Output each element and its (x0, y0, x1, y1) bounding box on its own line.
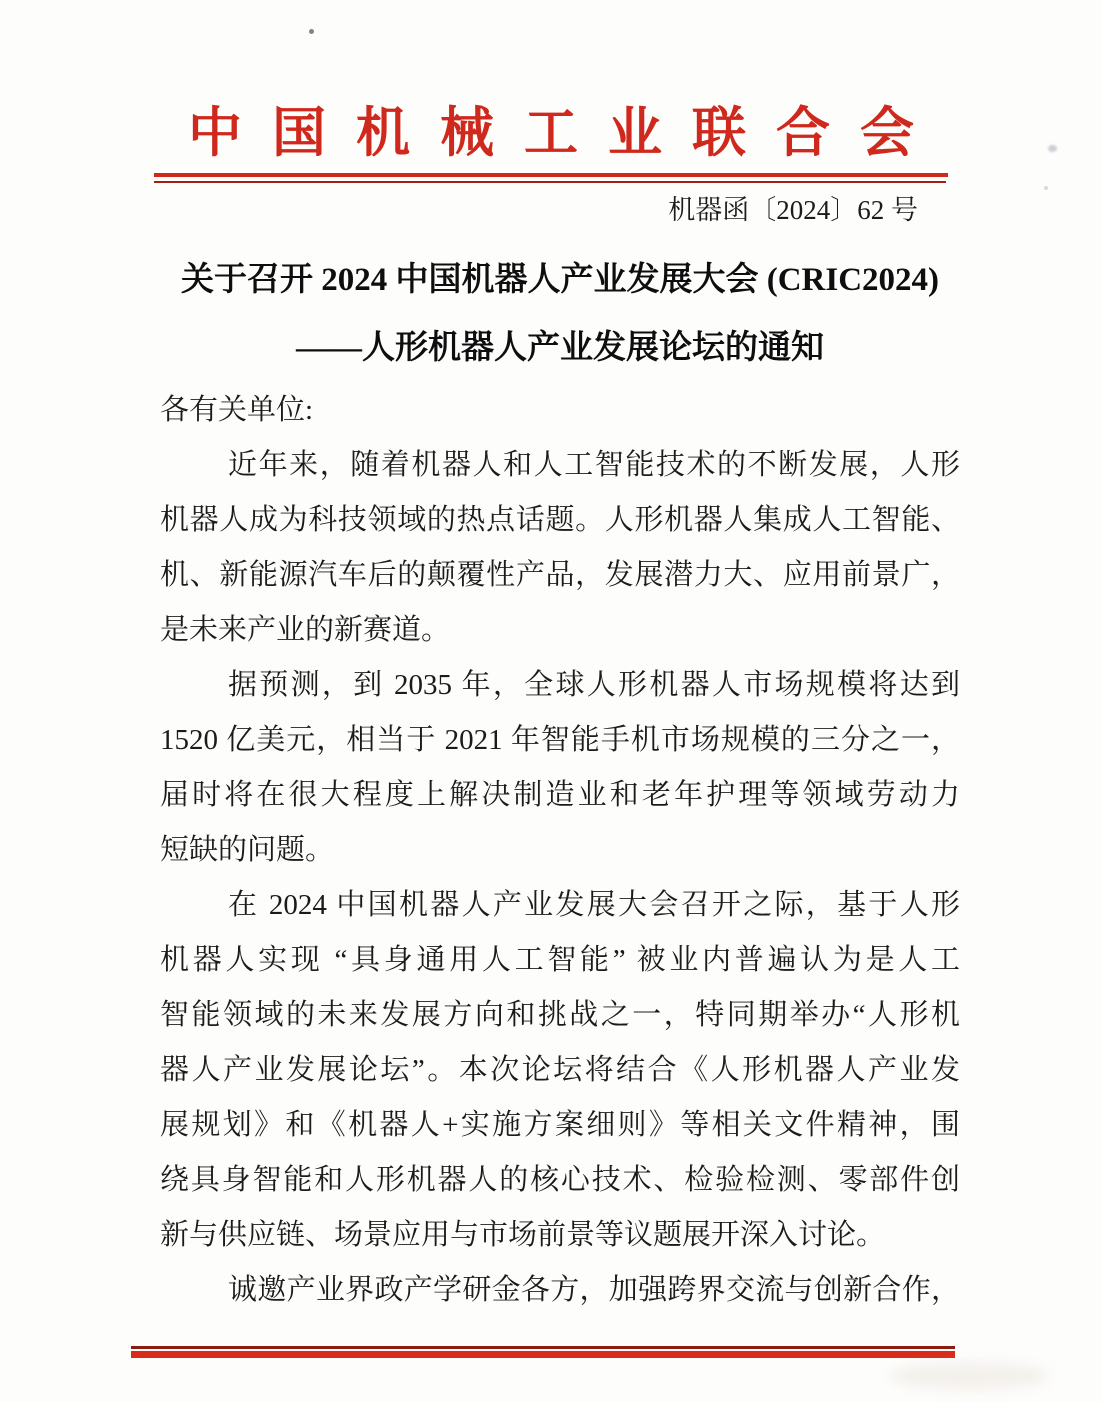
body-line: 器人产业发展论坛”。本次论坛将结合《人形机器人产业发 (160, 1054, 960, 1086)
scan-artifact-mark (1048, 145, 1057, 152)
body-line: 绕具身智能和人形机器人的核心技术、检验检测、零部件创 (160, 1164, 960, 1196)
body-lines (160, 438, 960, 1318)
document-body (160, 383, 960, 1318)
body-line: 智能领域的未来发展方向和挑战之一，特同期举办“人形机 (160, 999, 960, 1031)
body-line: 诚邀产业界政产学研金各方，加强跨界交流与创新合作， (228, 1274, 960, 1306)
body-line: 届时将在很大程度上解决制造业和老年护理等领域劳动力 (160, 779, 960, 811)
letterhead-separator-line-top (154, 173, 948, 177)
body-line: 是未来产业的新赛道。 (160, 614, 451, 646)
body-line: 机、新能源汽车后的颠覆性产品，发展潜力大、应用前景广， (160, 559, 960, 591)
salutation: 各有关单位: (160, 394, 314, 426)
body-line: 展规划》和《机器人+实施方案细则》等相关文件精神，围 (160, 1109, 960, 1141)
body-line: 新与供应链、场景应用与市场前景等议题展开深入讨论。 (160, 1219, 886, 1251)
document-number: 机器函〔2024〕62 号 (668, 195, 918, 225)
body-line: 机器人实现 “具身通用人工智能” 被业内普遍认为是人工 (160, 944, 960, 976)
footer-separator-line-top (131, 1346, 955, 1349)
document-title-line-1: 关于召开 2024 中国机器人产业发展大会 (CRIC2024) (180, 262, 940, 298)
letterhead-separator-line-bottom (154, 181, 946, 183)
scan-artifact-dot (1044, 186, 1048, 190)
scan-artifact-smudge (890, 1362, 1050, 1390)
body-line: 在 2024 中国机器人产业发展大会召开之际，基于人形 (228, 889, 960, 921)
body-line: 1520 亿美元，相当于 2021 年智能手机市场规模的三分之一， (160, 724, 960, 756)
body-line: 近年来，随着机器人和人工智能技术的不断发展，人形 (228, 449, 960, 481)
body-line: 短缺的问题。 (160, 834, 335, 866)
body-line: 据预测，到 2035 年，全球人形机器人市场规模将达到 (228, 669, 960, 701)
body-line: 机器人成为科技领域的热点话题。人形机器人集成人工智能、 (160, 504, 960, 536)
document-title-line-2: ——人形机器人产业发展论坛的通知 (296, 330, 824, 366)
letterhead-org-name: 中国机械工业联合会 (188, 103, 944, 163)
footer-separator-line-bottom (131, 1351, 955, 1358)
document-title (160, 246, 960, 382)
scan-artifact-dot (309, 29, 314, 34)
